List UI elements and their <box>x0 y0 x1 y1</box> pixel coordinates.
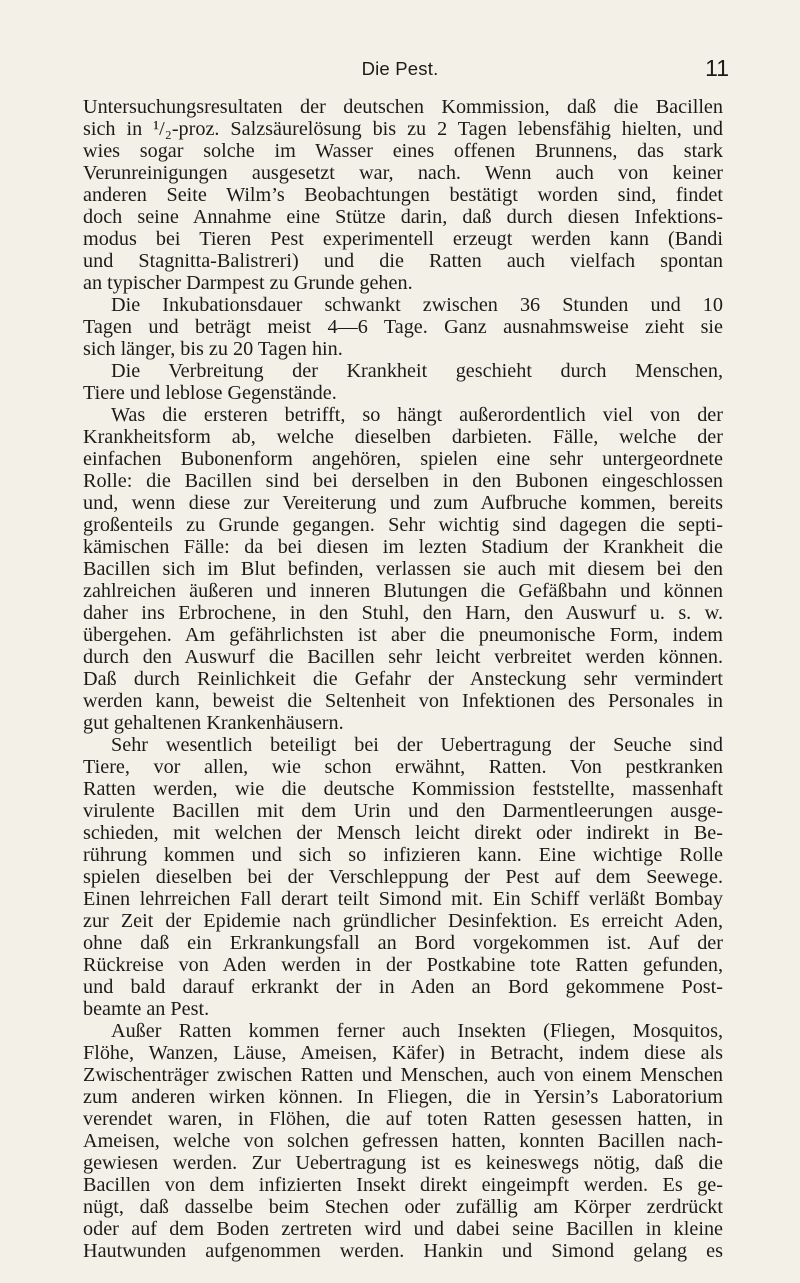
text-line: rührung kommen und sich so infizieren kann. Eine wichtige Rolle <box>83 844 723 866</box>
text-line: Ratten werden, wie die deutsche Kommission feststellte, massenhaft <box>83 778 723 800</box>
text-line: und, wenn diese zur Vereiterung und zum Aufbruche kommen, bereits <box>83 492 723 514</box>
text-line: Tiere und leblose Gegenstände. <box>83 382 337 404</box>
text-line: virulente Bacillen mit dem Urin und den Darmentleerungen ausge- <box>83 800 723 822</box>
text-line: daher ins Erbrochene, in den Stuhl, den Harn, den Auswurf u. s. w. <box>83 602 723 624</box>
text-line: kämischen Fälle: da bei diesen im lezten Stadium der Krankheit die <box>83 536 723 558</box>
text-line: Die Inkubationsdauer schwankt zwischen 36 Stunden und 10 <box>111 294 723 316</box>
text-line: ohne daß ein Erkrankungsfall an Bord vorgekommen ist. Auf der <box>83 932 723 954</box>
text-line: großenteils zu Grunde gegangen. Sehr wichtig sind dagegen die septi- <box>83 514 723 536</box>
text-line: doch seine Annahme eine Stütze darin, daß durch diesen Infektions- <box>83 206 723 228</box>
text-line: nügt, daß dasselbe beim Stechen oder zufällig am Körper zerdrückt <box>83 1196 723 1218</box>
text-line: Sehr wesentlich beteiligt bei der Uebertragung der Seuche sind <box>111 734 723 756</box>
text-line: Zwischenträger zwischen Ratten und Menschen, auch von einem Menschen <box>83 1064 723 1086</box>
text-line: Tiere, vor allen, wie schon erwähnt, Ratten. Von pestkranken <box>83 756 723 778</box>
text-line: schieden, mit welchen der Mensch leicht direkt oder indirekt in Be- <box>83 822 723 844</box>
page-number: 11 <box>705 55 729 81</box>
text-line: Rückreise von Aden werden in der Postkabine tote Ratten gefunden, <box>83 954 723 976</box>
text-line: einfachen Bubonenform angehören, spielen eine sehr untergeordnete <box>83 448 723 470</box>
text-line: Die Verbreitung der Krankheit geschieht durch Menschen, <box>111 360 723 382</box>
text-line: übergehen. Am gefährlichsten ist aber die pneumonische Form, indem <box>83 624 723 646</box>
text-line: an typischer Darmpest zu Grunde gehen. <box>83 272 413 294</box>
text-line: Einen lehrreichen Fall derart teilt Simond mit. Ein Schiff verläßt Bombay <box>83 888 723 910</box>
text-line: zum anderen wirken können. In Fliegen, die in Yersin’s Laboratorium <box>83 1086 723 1108</box>
text-line: Hautwunden aufgenommen werden. Hankin und Simond gelang es <box>83 1240 723 1262</box>
text-line: Bacillen von dem infizierten Insekt direkt eingeimpft werden. Es ge- <box>83 1174 723 1196</box>
text-line: Rolle: die Bacillen sind bei derselben in den Bubonen eingeschlossen <box>83 470 723 492</box>
text-line: durch den Auswurf die Bacillen sehr leicht verbreitet werden können. <box>83 646 723 668</box>
text-line: sich länger, bis zu 20 Tagen hin. <box>83 338 343 360</box>
text-line: zahlreichen äußeren und inneren Blutungen die Gefäßbahn und können <box>83 580 723 602</box>
text-line: Untersuchungsresultaten der deutschen Kommission, daß die Bacillen <box>83 96 723 118</box>
text-line: zur Zeit der Epidemie nach gründlicher Desinfektion. Es erreicht Aden, <box>83 910 723 932</box>
text-line: wies sogar solche im Wasser eines offenen Brunnens, das stark <box>83 140 723 162</box>
text-line: Ameisen, welche von solchen gefressen hatten, konnten Bacillen nach- <box>83 1130 723 1152</box>
text-line: Tagen und beträgt meist 4—6 Tage. Ganz ausnahmsweise zieht sie <box>83 316 723 338</box>
text-line: Was die ersteren betrifft, so hängt außerordentlich viel von der <box>111 404 723 426</box>
text-line: Flöhe, Wanzen, Läuse, Ameisen, Käfer) in Betracht, indem diese als <box>83 1042 723 1064</box>
text-line: oder auf dem Boden zertreten wird und dabei seine Bacillen in kleine <box>83 1218 723 1240</box>
text-line: Bacillen sich im Blut befinden, verlassen sie auch mit diesem bei den <box>83 558 723 580</box>
text-line: Daß durch Reinlichkeit die Gefahr der Ansteckung sehr vermindert <box>83 668 723 690</box>
text-line: Krankheitsform ab, welche dieselben darbieten. Fälle, welche der <box>83 426 723 448</box>
text-line: und Stagnitta-Balistreri) und die Ratten auch vielfach spontan <box>83 250 723 272</box>
text-line: werden kann, beweist die Seltenheit von Infektionen des Personales in <box>83 690 723 712</box>
body-text <box>83 96 723 1262</box>
running-head <box>0 55 800 98</box>
text-line: verendet waren, in Flöhen, die auf toten Ratten gesessen hatten, in <box>83 1108 723 1130</box>
text-line: spielen dieselben bei der Verschleppung der Pest auf dem Seewege. <box>83 866 723 888</box>
text-line: Außer Ratten kommen ferner auch Insekten (Fliegen, Mosquitos, <box>111 1020 723 1042</box>
text-line: gut gehaltenen Krankenhäusern. <box>83 712 344 734</box>
text-line: modus bei Tieren Pest experimentell erzeugt werden kann (Bandi <box>83 228 723 250</box>
text-line: und bald darauf erkrankt der in Aden an Bord gekommene Post- <box>83 976 723 998</box>
text-line: Verunreinigungen ausgesetzt war, nach. Wenn auch von keiner <box>83 162 723 184</box>
text-line: sich in ¹/₂-proz. Salzsäurelösung bis zu 2 Tagen lebensfähig hielten, und <box>83 118 723 140</box>
running-title: Die Pest. <box>361 58 439 79</box>
text-line: gewiesen werden. Zur Uebertragung ist es keineswegs nötig, daß die <box>83 1152 723 1174</box>
text-line: anderen Seite Wilm’s Beobachtungen bestätigt worden sind, findet <box>83 184 723 206</box>
text-line: beamte an Pest. <box>83 998 210 1020</box>
